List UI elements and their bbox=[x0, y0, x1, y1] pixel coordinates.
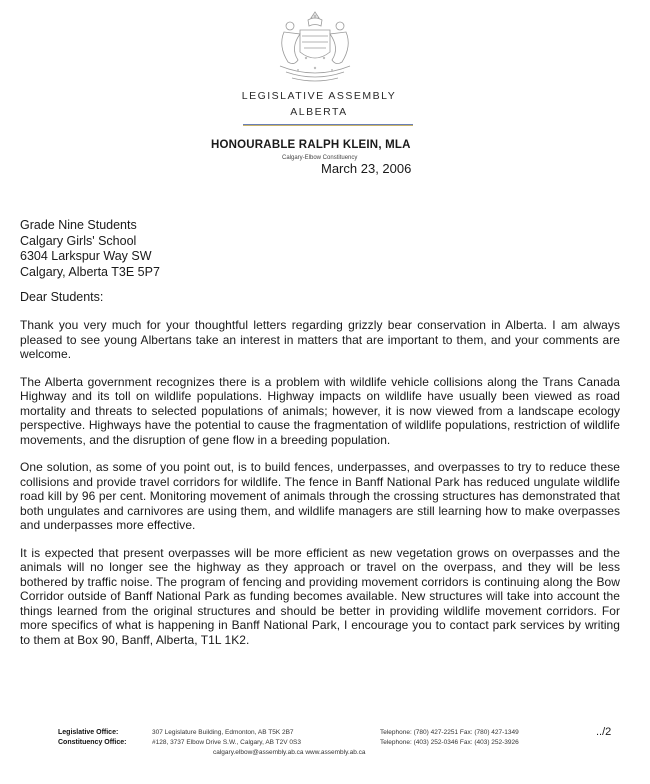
legislative-office-phone: Telephone: (780) 427-2251 Fax: (780) 427-1349 bbox=[380, 729, 519, 736]
constituency-office-row bbox=[58, 739, 618, 749]
body-paragraph: One solution, as some of you point out, is to build fences, underpasses, and overpasses to try to reduce these collisions and provide travel corridors for wildlife. The fence in Banff National Park has reduced ungulate wildlife road kill by 96 per cent. Monitoring movement of animals through the crossing structures has demonstrated that both ungulates and carnivores are using them, and wildlife managers are still learning how to make overpasses and underpasses more effective. bbox=[20, 460, 620, 532]
letterhead-rule bbox=[243, 124, 413, 126]
recipient-line: Calgary, Alberta T3E 5P7 bbox=[20, 264, 160, 279]
page-number: ../2 bbox=[596, 726, 612, 738]
body-paragraph: The Alberta government recognizes there is a problem with wildlife vehicle collisions along the Trans Canada Highway and its toll on wildlife populations. Highway impacts on wildlife have usually been viewed as road mortality and threats to selected populations of animals; however, it is now viewed from a landscape ecology perspective. Highways have the potential to cause the fragmentation of wildlife populations, restriction of wildlife movements, and the disruption of gene flow in a breeding population. bbox=[20, 374, 620, 447]
body-paragraph: It is expected that present overpasses will be more efficient as new vegetation grows on overpasses and the animals will no longer see the highway as they approach or travel on the overpass, and they will be less bothered by traffic noise. The program of fencing and providing movement corridors is continuing along the Bow Corridor outside of Banff National Park as funding becomes available. New structures will take into account the things learned from the original structures and should be better in providing wildlife movement corridors. For more specifics of what is happening in Banff National Park, I encourage you to contact park services by writing to them at Box 90, Banff, Alberta, T1L 1K2. bbox=[20, 545, 620, 647]
legislative-office-label: Legislative Office: bbox=[58, 729, 119, 736]
salutation: Dear Students: bbox=[20, 290, 104, 304]
recipient-address bbox=[20, 218, 160, 280]
recipient-line: Calgary Girls' School bbox=[20, 233, 137, 248]
mla-name: HONOURABLE RALPH KLEIN, MLA bbox=[211, 139, 411, 151]
legislative-office-address: 307 Legislature Building, Edmonton, AB T5K 2B7 bbox=[152, 729, 294, 736]
legislative-office-row bbox=[58, 729, 618, 739]
constituency-office-label: Constituency Office: bbox=[58, 739, 127, 746]
constituency-office-phone: Telephone: (403) 252-0346 Fax: (403) 252-3926 bbox=[380, 739, 519, 746]
constituency-office-address: #128, 3737 Elbow Drive S.W., Calgary, AB T2V 0S3 bbox=[152, 739, 301, 746]
recipient-line: Grade Nine Students bbox=[20, 218, 137, 232]
alberta-coat-of-arms-icon bbox=[270, 8, 360, 84]
province-name: ALBERTA bbox=[290, 106, 348, 118]
letter-date: March 23, 2006 bbox=[321, 161, 412, 176]
letter-footer bbox=[58, 729, 618, 756]
letter-body bbox=[20, 318, 620, 660]
body-paragraph: Thank you very much for your thoughtful letters regarding grizzly bear conservation in Alberta. I am always pleased to see young Albertans take an interest in matters that are important to them, and your comments are welcome. bbox=[20, 318, 620, 361]
footer-email-web: calgary.elbow@assembly.ab.ca www.assembly.ab.ca bbox=[213, 749, 366, 756]
constituency-name: Calgary-Elbow Constituency bbox=[282, 155, 358, 161]
recipient-line: 6304 Larkspur Way SW bbox=[20, 249, 152, 263]
assembly-name: LEGISLATIVE ASSEMBLY bbox=[241, 90, 397, 102]
